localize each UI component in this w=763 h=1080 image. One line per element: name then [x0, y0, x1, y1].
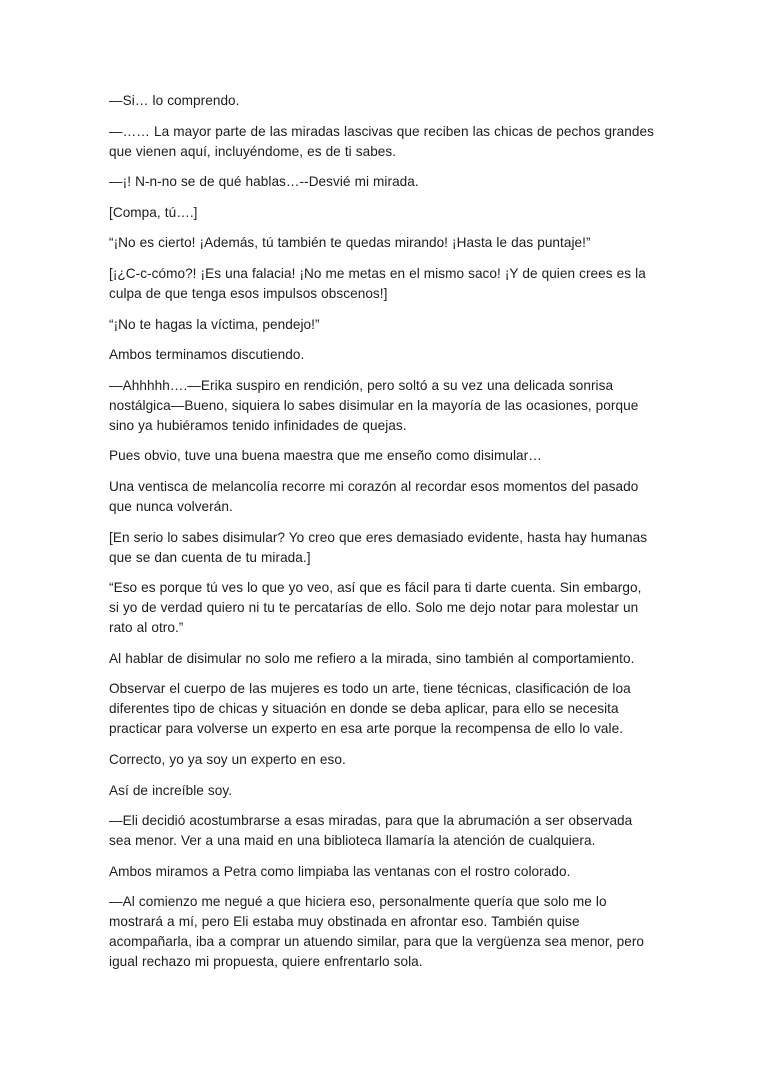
paragraph-6: [¡¿C-c-cómo?! ¡Es una falacia! ¡No me metas en el mismo saco! ¡Y de quien crees es la culpa de que tenga esos impulsos obscenos!]	[109, 265, 646, 301]
paragraph-18: —Eli decidió acostumbrarse a esas miradas, para que la abrumación a ser observada sea menor. Ver a una maid en una biblioteca llamaría la atención de cualquiera.	[109, 813, 633, 849]
paragraph-16: Correcto, yo ya soy un experto en eso.	[109, 751, 346, 767]
paragraph-4: [Compa, tú….]	[109, 204, 198, 220]
paragraph-7: “¡No te hagas la víctima, pendejo!”	[109, 316, 320, 332]
document-page	[109, 91, 654, 983]
paragraph-12: [En serio lo sabes disimular? Yo creo que eres demasiado evidente, hasta hay humanas que se dan cuenta de tu mirada.]	[109, 529, 648, 565]
paragraph-13: “Eso es porque tú ves lo que yo veo, así que es fácil para ti darte cuenta. Sin embargo, si yo de verdad quiero ni tu te percatarías de ello. Solo me dejo notar para molestar un rato al otro.”	[109, 580, 642, 636]
paragraph-19: Ambos miramos a Petra como limpiaba las ventanas con el rostro colorado.	[109, 863, 571, 879]
paragraph-9: —Ahhhhh….—Erika suspiro en rendición, pero soltó a su vez una delicada sonrisa nostálgica—Bueno, siquiera lo sabes disimular en la mayoría de las ocasiones, porque sino ya hubiéramos tenido infinidades de quejas.	[109, 377, 639, 433]
paragraph-17: Así de increíble soy.	[109, 782, 233, 798]
paragraph-8: Ambos terminamos discutiendo.	[109, 347, 305, 363]
paragraph-10: Pues obvio, tuve una buena maestra que me enseño como disimular…	[109, 448, 542, 464]
paragraph-14: Al hablar de disimular no solo me refiero a la mirada, sino también al comportamiento.	[109, 650, 635, 666]
paragraph-15: Observar el cuerpo de las mujeres es todo un arte, tiene técnicas, clasificación de loa diferentes tipo de chicas y situación en donde se deba aplicar, para ello se necesita practicar para volverse un experto en esa arte porque la recompensa de ello lo vale.	[109, 681, 631, 737]
paragraph-11: Una ventisca de melancolía recorre mi corazón al recordar esos momentos del pasado que nunca volverán.	[109, 478, 639, 514]
paragraph-5: “¡No es cierto! ¡Además, tú también te quedas mirando! ¡Hasta le das puntaje!”	[109, 235, 591, 251]
paragraph-20: —Al comienzo me negué a que hiciera eso, personalmente quería que solo me lo mostrará a mí, pero Eli estaba muy obstinada en afrontar eso. También quise acompañarla, iba a comprar un atuendo similar, para que la vergüenza sea menor, pero igual rechazo mi propuesta, quiere enfrentarlo sola.	[109, 894, 645, 970]
paragraph-3: —¡! N-n-no se de qué hablas…--Desvié mi mirada.	[109, 174, 419, 190]
paragraph-2: —…… La mayor parte de las miradas lascivas que reciben las chicas de pechos grandes que vienen aquí, incluyéndome, es de ti sabes.	[109, 123, 654, 159]
paragraph-1: —Si… lo comprendo.	[109, 93, 240, 108]
